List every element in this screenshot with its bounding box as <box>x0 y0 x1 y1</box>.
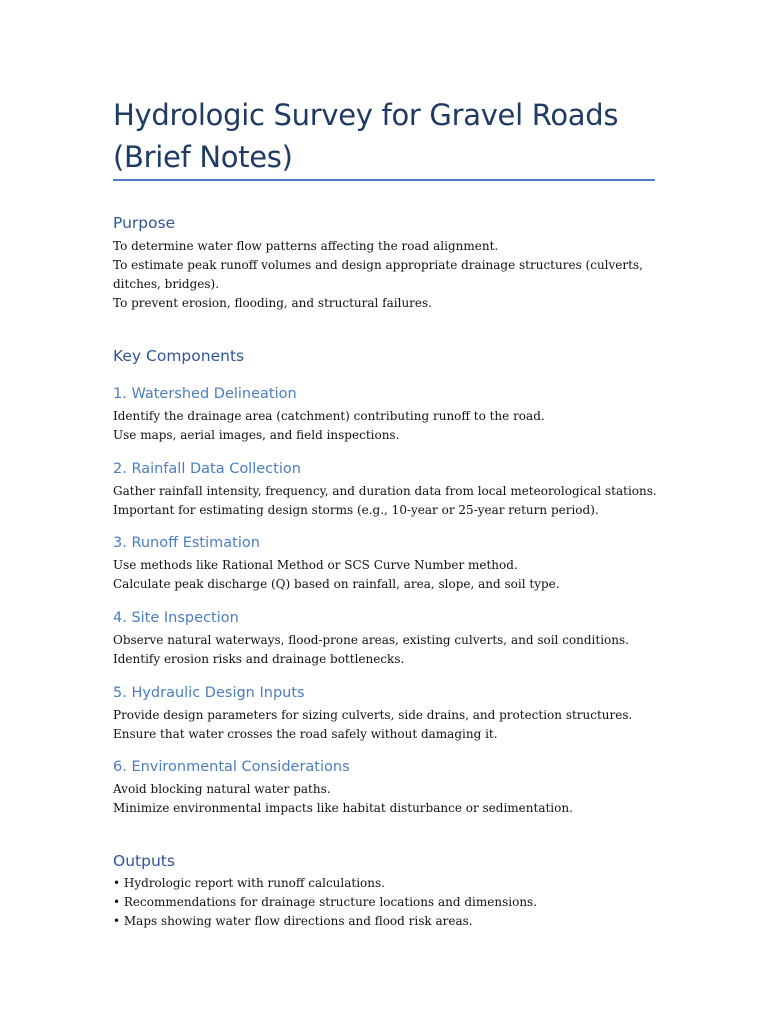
purpose-section <box>113 213 658 313</box>
component-line: Observe natural waterways, flood-prone areas, existing culverts, and soil conditions. <box>113 633 629 647</box>
component-line: Minimize environmental impacts like habitat disturbance or sedimentation. <box>113 801 573 815</box>
component-heading: 4. Site Inspection <box>113 610 239 626</box>
output-bullet: • Hydrologic report with runoff calculations. <box>113 876 385 890</box>
component-item <box>113 757 658 818</box>
component-text <box>113 407 658 445</box>
component-heading: 5. Hydraulic Design Inputs <box>113 685 305 701</box>
component-line: Calculate peak discharge (Q) based on rainfall, area, slope, and soil type. <box>113 577 560 591</box>
component-text <box>113 482 658 520</box>
component-text <box>113 706 658 744</box>
component-line: Gather rainfall intensity, frequency, and duration data from local meteorological stations. <box>113 484 657 498</box>
component-line: Important for estimating design storms (e.g., 10-year or 25-year return period). <box>113 503 599 517</box>
component-item <box>113 533 658 594</box>
component-item <box>113 459 658 520</box>
component-line: Identify erosion risks and drainage bottlenecks. <box>113 652 405 666</box>
key-components-heading: Key Components <box>113 347 245 365</box>
component-line: Ensure that water crosses the road safely without damaging it. <box>113 727 498 741</box>
component-line: Identify the drainage area (catchment) contributing runoff to the road. <box>113 409 545 423</box>
component-heading: 2. Rainfall Data Collection <box>113 461 301 477</box>
component-text <box>113 780 658 818</box>
title-line-1: Hydrologic Survey for Gravel Roads <box>113 98 619 132</box>
outputs-section <box>113 851 658 931</box>
key-components-section <box>113 346 658 366</box>
title-line-2: (Brief Notes) <box>113 140 293 174</box>
title-underline <box>113 179 655 181</box>
purpose-text <box>113 237 658 313</box>
output-bullet: • Recommendations for drainage structure locations and dimensions. <box>113 895 538 909</box>
purpose-line: To prevent erosion, flooding, and structural failures. <box>113 296 432 310</box>
output-bullet: • Maps showing water flow directions and flood risk areas. <box>113 914 473 928</box>
component-line: Avoid blocking natural water paths. <box>113 782 331 796</box>
purpose-line: To estimate peak runoff volumes and design appropriate drainage structures (culverts, ditches, bridges). <box>113 258 643 291</box>
document-title <box>113 94 658 178</box>
component-heading: 6. Environmental Considerations <box>113 759 350 775</box>
component-line: Use maps, aerial images, and field inspections. <box>113 428 400 442</box>
component-item <box>113 683 658 744</box>
component-text <box>113 631 658 669</box>
outputs-list <box>113 874 658 931</box>
outputs-heading: Outputs <box>113 852 175 870</box>
component-line: Use methods like Rational Method or SCS Curve Number method. <box>113 558 518 572</box>
component-line: Provide design parameters for sizing culverts, side drains, and protection structures. <box>113 708 633 722</box>
purpose-line: To determine water flow patterns affecting the road alignment. <box>113 239 499 253</box>
component-heading: 3. Runoff Estimation <box>113 535 260 551</box>
component-item <box>113 384 658 445</box>
component-item <box>113 608 658 669</box>
purpose-heading: Purpose <box>113 214 176 232</box>
component-heading: 1. Watershed Delineation <box>113 386 297 402</box>
component-text <box>113 556 658 594</box>
